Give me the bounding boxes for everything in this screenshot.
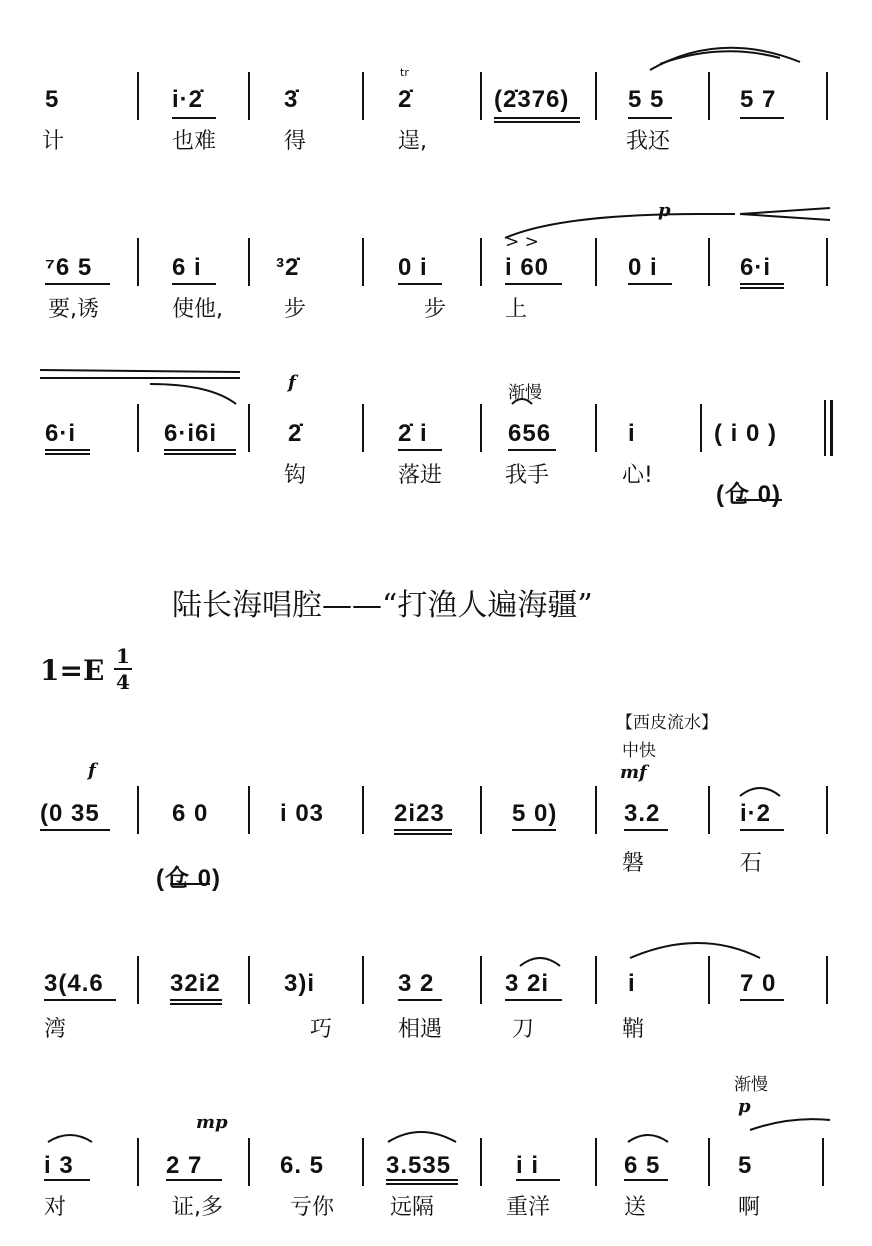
hairpin-line [505,214,700,238]
dynamic-marking: p [738,1096,751,1117]
note-group: i i [516,1152,540,1179]
lyric: 证,多 [172,1195,223,1220]
slur-arc [388,1132,456,1142]
lyric: 落进 [398,463,443,488]
lyric: 啊 [738,1195,761,1220]
lyric: 巧 [310,1017,333,1042]
lyric: 心! [622,463,653,488]
note-group: 6·i [740,254,772,281]
ornament-mark: tr [400,66,409,79]
dynamic-marking: f [88,760,96,781]
note-group: 3.535 [386,1152,452,1179]
note-group: 2 7 [166,1152,203,1179]
note-group: 0 i [398,254,428,281]
lyric: 要,诱 [48,297,99,322]
note-group: i [628,420,636,447]
slur-arc [750,1119,830,1130]
lyric: 上 [505,297,528,322]
hairpin-line [740,208,830,214]
aria-title: 陆长海唱腔——“打渔人遍海疆” [172,588,593,623]
slur-arc [520,958,560,966]
lyric: 计 [42,129,65,154]
note-group: 5 7 [740,86,777,113]
note-group: 3)i [284,970,316,997]
note-group: 5 [45,86,60,113]
note-group: 5 [738,1152,753,1179]
note-group: 6 i [172,254,202,281]
note-group: i 60 [505,254,550,281]
hairpin-line [150,384,236,404]
slur-arc [660,51,780,64]
lyric: 对 [44,1195,67,1220]
tempo-marking: 渐慢 [734,1075,768,1095]
note-group: 2̇ [288,420,303,447]
dynamic-marking: p [658,200,671,221]
note-group: 3 2 [398,970,435,997]
note-group: 5 5 [628,86,665,113]
tempo-marking: 中快 [622,741,656,761]
tempo-marking: 渐慢 [508,383,542,403]
dynamic-marking: mf [620,762,647,783]
lyric: 刀 [512,1017,535,1042]
note-group: 656 [508,420,552,447]
note-group: 32i2 [170,970,221,997]
lyric: 远隔 [390,1195,435,1220]
note-group: 6·i [45,420,77,447]
note-group: 6 5 [624,1152,661,1179]
note-group: 7 0 [740,970,777,997]
percussion-note: (仓 0) [716,481,781,508]
time-signature-numerator: 1 [116,644,130,668]
time-signature-denominator: 4 [116,670,130,694]
hairpin-line [740,214,830,220]
dynamic-marking: f [288,372,296,393]
lyric: 也难 [172,129,217,154]
lyric: 钩 [284,463,307,488]
lyric: 鞘 [622,1017,645,1042]
note-group: 0 i [628,254,658,281]
percussion-note: (仓 0) [156,865,221,892]
lyric: 使他, [172,297,223,322]
note-group: 5 0) [512,800,558,827]
note-group: i·2̇ [172,86,204,113]
note-group: 6 0 [172,800,209,827]
note-group: i 3 [44,1152,74,1179]
slur-arc [628,1135,668,1142]
lyric: 重洋 [506,1195,551,1220]
accent-marks: > > [505,232,539,252]
lyric: 磐 [622,851,645,876]
note-group: ³2̇ [276,254,300,281]
note-group: (2̇376) [494,86,570,113]
lyric: 送 [624,1195,647,1220]
slur-arc [48,1135,92,1142]
lyric: 亏你 [290,1195,335,1220]
note-group: 2̇ i [398,420,428,447]
note-group: 2i23 [394,800,445,827]
note-group: (0 35 [40,800,100,827]
lyric: 步 [284,297,307,322]
note-group: i 03 [280,800,325,827]
note-group: i [628,970,636,997]
slur-arc [740,788,780,796]
hairpin-line [40,370,240,372]
slur-arc [630,943,760,958]
note-group: 6·i6i [164,420,218,447]
lyric: 我手 [505,463,550,488]
lyric: 逞, [398,129,427,154]
lyric: 得 [284,129,307,154]
lyric: 石 [740,851,763,876]
key-signature: 1=E [40,654,105,687]
note-group: 2̇ [398,86,413,113]
lyric: 相遇 [398,1017,443,1042]
note-group: 3.2 [624,800,661,827]
note-group: 3̇ [284,86,299,113]
lyric: 我还 [626,129,671,154]
note-group: 3 2i [505,970,550,997]
note-group: ( i 0 ) [714,420,778,447]
lyric: 步 [424,297,447,322]
note-group: i·2 [740,800,772,827]
lyric: 湾 [44,1017,67,1042]
note-group: ⁷6 5 [45,254,93,281]
note-group: 6. 5 [280,1152,325,1179]
aria-type: 【西皮流水】 [616,713,718,733]
dynamic-marking: mp [196,1112,228,1133]
slur-arc [512,399,532,404]
note-group: 3(4.6 [44,970,104,997]
